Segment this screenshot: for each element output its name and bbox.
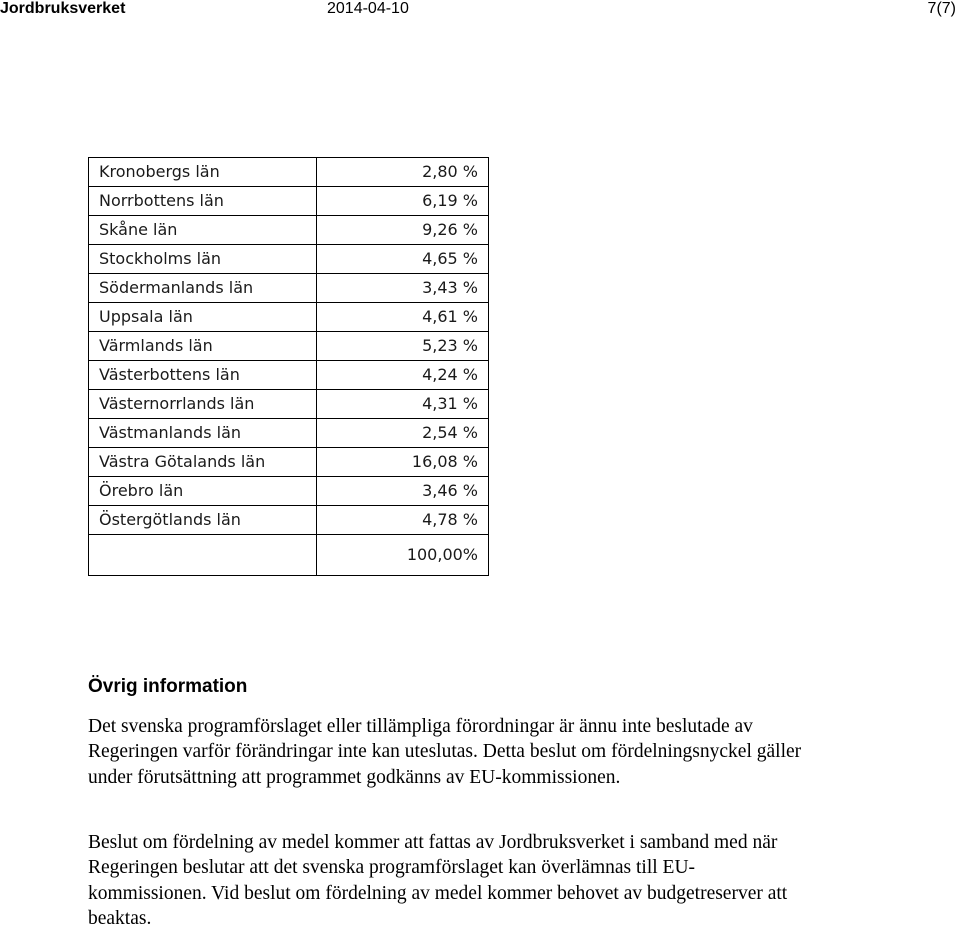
table-row <box>89 158 489 187</box>
county-share: 16,08 % <box>317 448 489 477</box>
county-share: 5,23 % <box>317 332 489 361</box>
table-row <box>89 419 489 448</box>
table-row <box>89 274 489 303</box>
county-name: Skåne län <box>89 216 317 245</box>
table-row <box>89 332 489 361</box>
county-name: Uppsala län <box>89 303 317 332</box>
table-row <box>89 390 489 419</box>
county-share: 4,24 % <box>317 361 489 390</box>
organization-name: Jordbruksverket <box>0 0 126 17</box>
paragraph-2: Beslut om fördelning av medel kommer att fattas av Jordbruksverket i samband med när Regeringen beslutar att det svenska programförslaget kan överlämnas till EU-kommissionen. Vid beslut om fördelning av medel kommer behovet av budgetreserver att beaktas. <box>88 832 788 929</box>
county-share: 6,19 % <box>317 187 489 216</box>
table-row <box>89 361 489 390</box>
document-date: 2014-04-10 <box>327 0 409 17</box>
county-name: Örebro län <box>89 477 317 506</box>
county-share: 9,26 % <box>317 216 489 245</box>
county-share: 3,43 % <box>317 274 489 303</box>
table-row <box>89 506 489 535</box>
county-share: 4,61 % <box>317 303 489 332</box>
table-row <box>89 448 489 477</box>
county-share: 2,80 % <box>317 158 489 187</box>
county-name: Västerbottens län <box>89 361 317 390</box>
page-header <box>0 0 960 22</box>
county-share: 4,31 % <box>317 390 489 419</box>
county-share: 4,65 % <box>317 245 489 274</box>
county-name: Västernorrlands län <box>89 390 317 419</box>
county-name: Västra Götalands län <box>89 448 317 477</box>
table-row <box>89 216 489 245</box>
table-row <box>89 187 489 216</box>
county-name: Västmanlands län <box>89 419 317 448</box>
section-title: Övrig information <box>88 676 248 697</box>
paragraph-1: Det svenska programförslaget eller tillämpliga förordningar är ännu inte beslutade av Regeringen varför förändringar inte kan uteslutas. Detta beslut om fördelningsnyckel gäller under förutsättning att programmet godkänns av EU-kommissionen. <box>88 716 802 788</box>
table-total-row <box>89 535 489 576</box>
county-share: 4,78 % <box>317 506 489 535</box>
table-row <box>89 303 489 332</box>
county-name: Norrbottens län <box>89 187 317 216</box>
total-label-cell <box>89 535 317 576</box>
county-name: Stockholms län <box>89 245 317 274</box>
page-number: 7(7) <box>927 0 956 17</box>
county-name: Östergötlands län <box>89 506 317 535</box>
table-row <box>89 245 489 274</box>
county-share: 3,46 % <box>317 477 489 506</box>
county-name: Södermanlands län <box>89 274 317 303</box>
county-name: Kronobergs län <box>89 158 317 187</box>
table-row <box>89 477 489 506</box>
county-share: 2,54 % <box>317 419 489 448</box>
county-share-table <box>88 157 489 576</box>
county-name: Värmlands län <box>89 332 317 361</box>
total-share: 100,00% <box>317 535 489 576</box>
